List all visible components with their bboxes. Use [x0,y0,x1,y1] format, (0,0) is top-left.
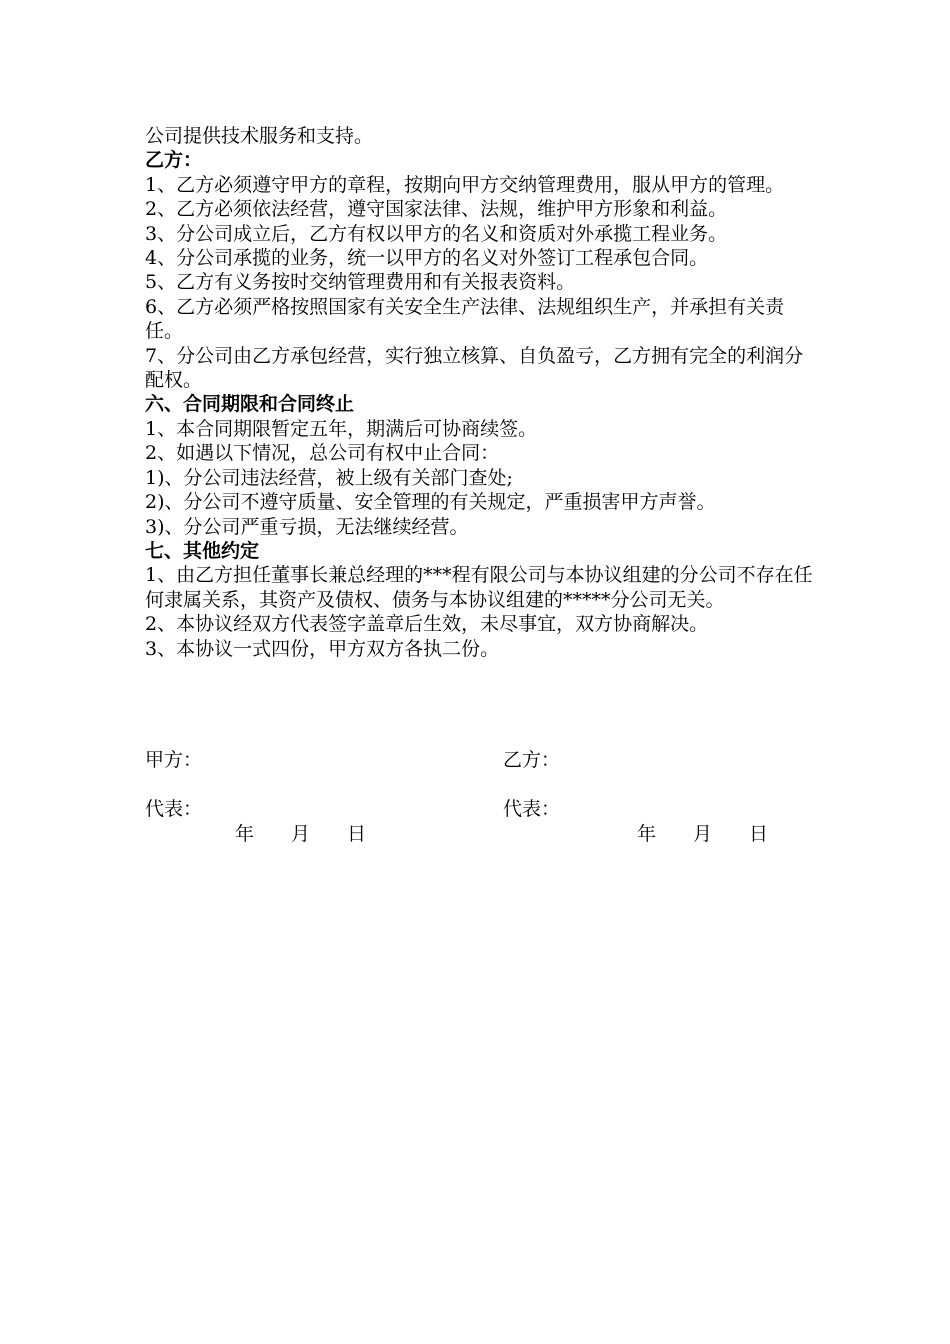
date-a-day: 日 [347,823,367,845]
rep-b-label: 代表： [503,798,561,820]
date-b-day: 日 [749,823,769,845]
paragraph: 3、分公司成立后，乙方有权以甲方的名义和资质对外承揽工程业务。 [145,222,728,245]
paragraph: 公司提供技术服务和支持。 [145,125,374,147]
paragraph: 1、乙方必须遵守甲方的章程，按期向甲方交纳管理费用，服从甲方的管理。 [145,173,785,196]
paragraph: 2)、分公司不遵守质量、安全管理的有关规定，严重损害甲方声誉。 [145,491,716,514]
date-b-year: 年 [637,823,657,845]
paragraph: 1、由乙方担任董事长兼总经理的***程有限公司与本协议组建的分公司不存在任何隶属关系，其资产及债权、债务与本协议组建的*****分公司无关。 [145,564,813,611]
section-heading-other: 七、其他约定 [145,539,260,562]
paragraph: 2、乙方必须依法经营，遵守国家法律、法规，维护甲方形象和利益。 [145,198,728,221]
date-a-year: 年 [235,823,255,845]
paragraph: 1、本合同期限暂定五年，期满后可协商续签。 [145,417,538,440]
rep-a-label: 代表： [145,798,203,820]
paragraph: 1)、分公司违法经营，被上级有关部门查处; [145,466,513,489]
paragraph: 6、乙方必须严格按照国家有关安全生产法律、法规组织生产，并承担有关责任。 [145,295,785,343]
paragraph: 7、分公司由乙方承包经营，实行独立核算、自负盈亏，乙方拥有完全的利润分配权。 [145,344,804,392]
party-b-label: 乙方： [503,749,561,771]
party-a-label: 甲方： [145,749,203,771]
paragraph: 3、本协议一式四份，甲方双方各执二份。 [145,637,500,660]
paragraph: 2、本协议经双方代表签字盖章后生效，未尽事宜，双方协商解决。 [145,613,709,636]
date-b-month: 月 [693,823,713,845]
section-heading-term: 六、合同期限和合同终止 [145,393,355,416]
paragraph: 4、分公司承揽的业务，统一以甲方的名义对外签订工程承包合同。 [145,247,709,270]
date-a-month: 月 [291,823,311,845]
section-heading-party-b: 乙方： [145,149,203,172]
paragraph: 3)、分公司严重亏损，无法继续经营。 [145,515,469,538]
document-body [145,124,815,661]
paragraph: 5、乙方有义务按时交纳管理费用和有关报表资料。 [145,271,576,294]
paragraph: 2、如遇以下情况，总公司有权中止合同： [145,442,500,465]
